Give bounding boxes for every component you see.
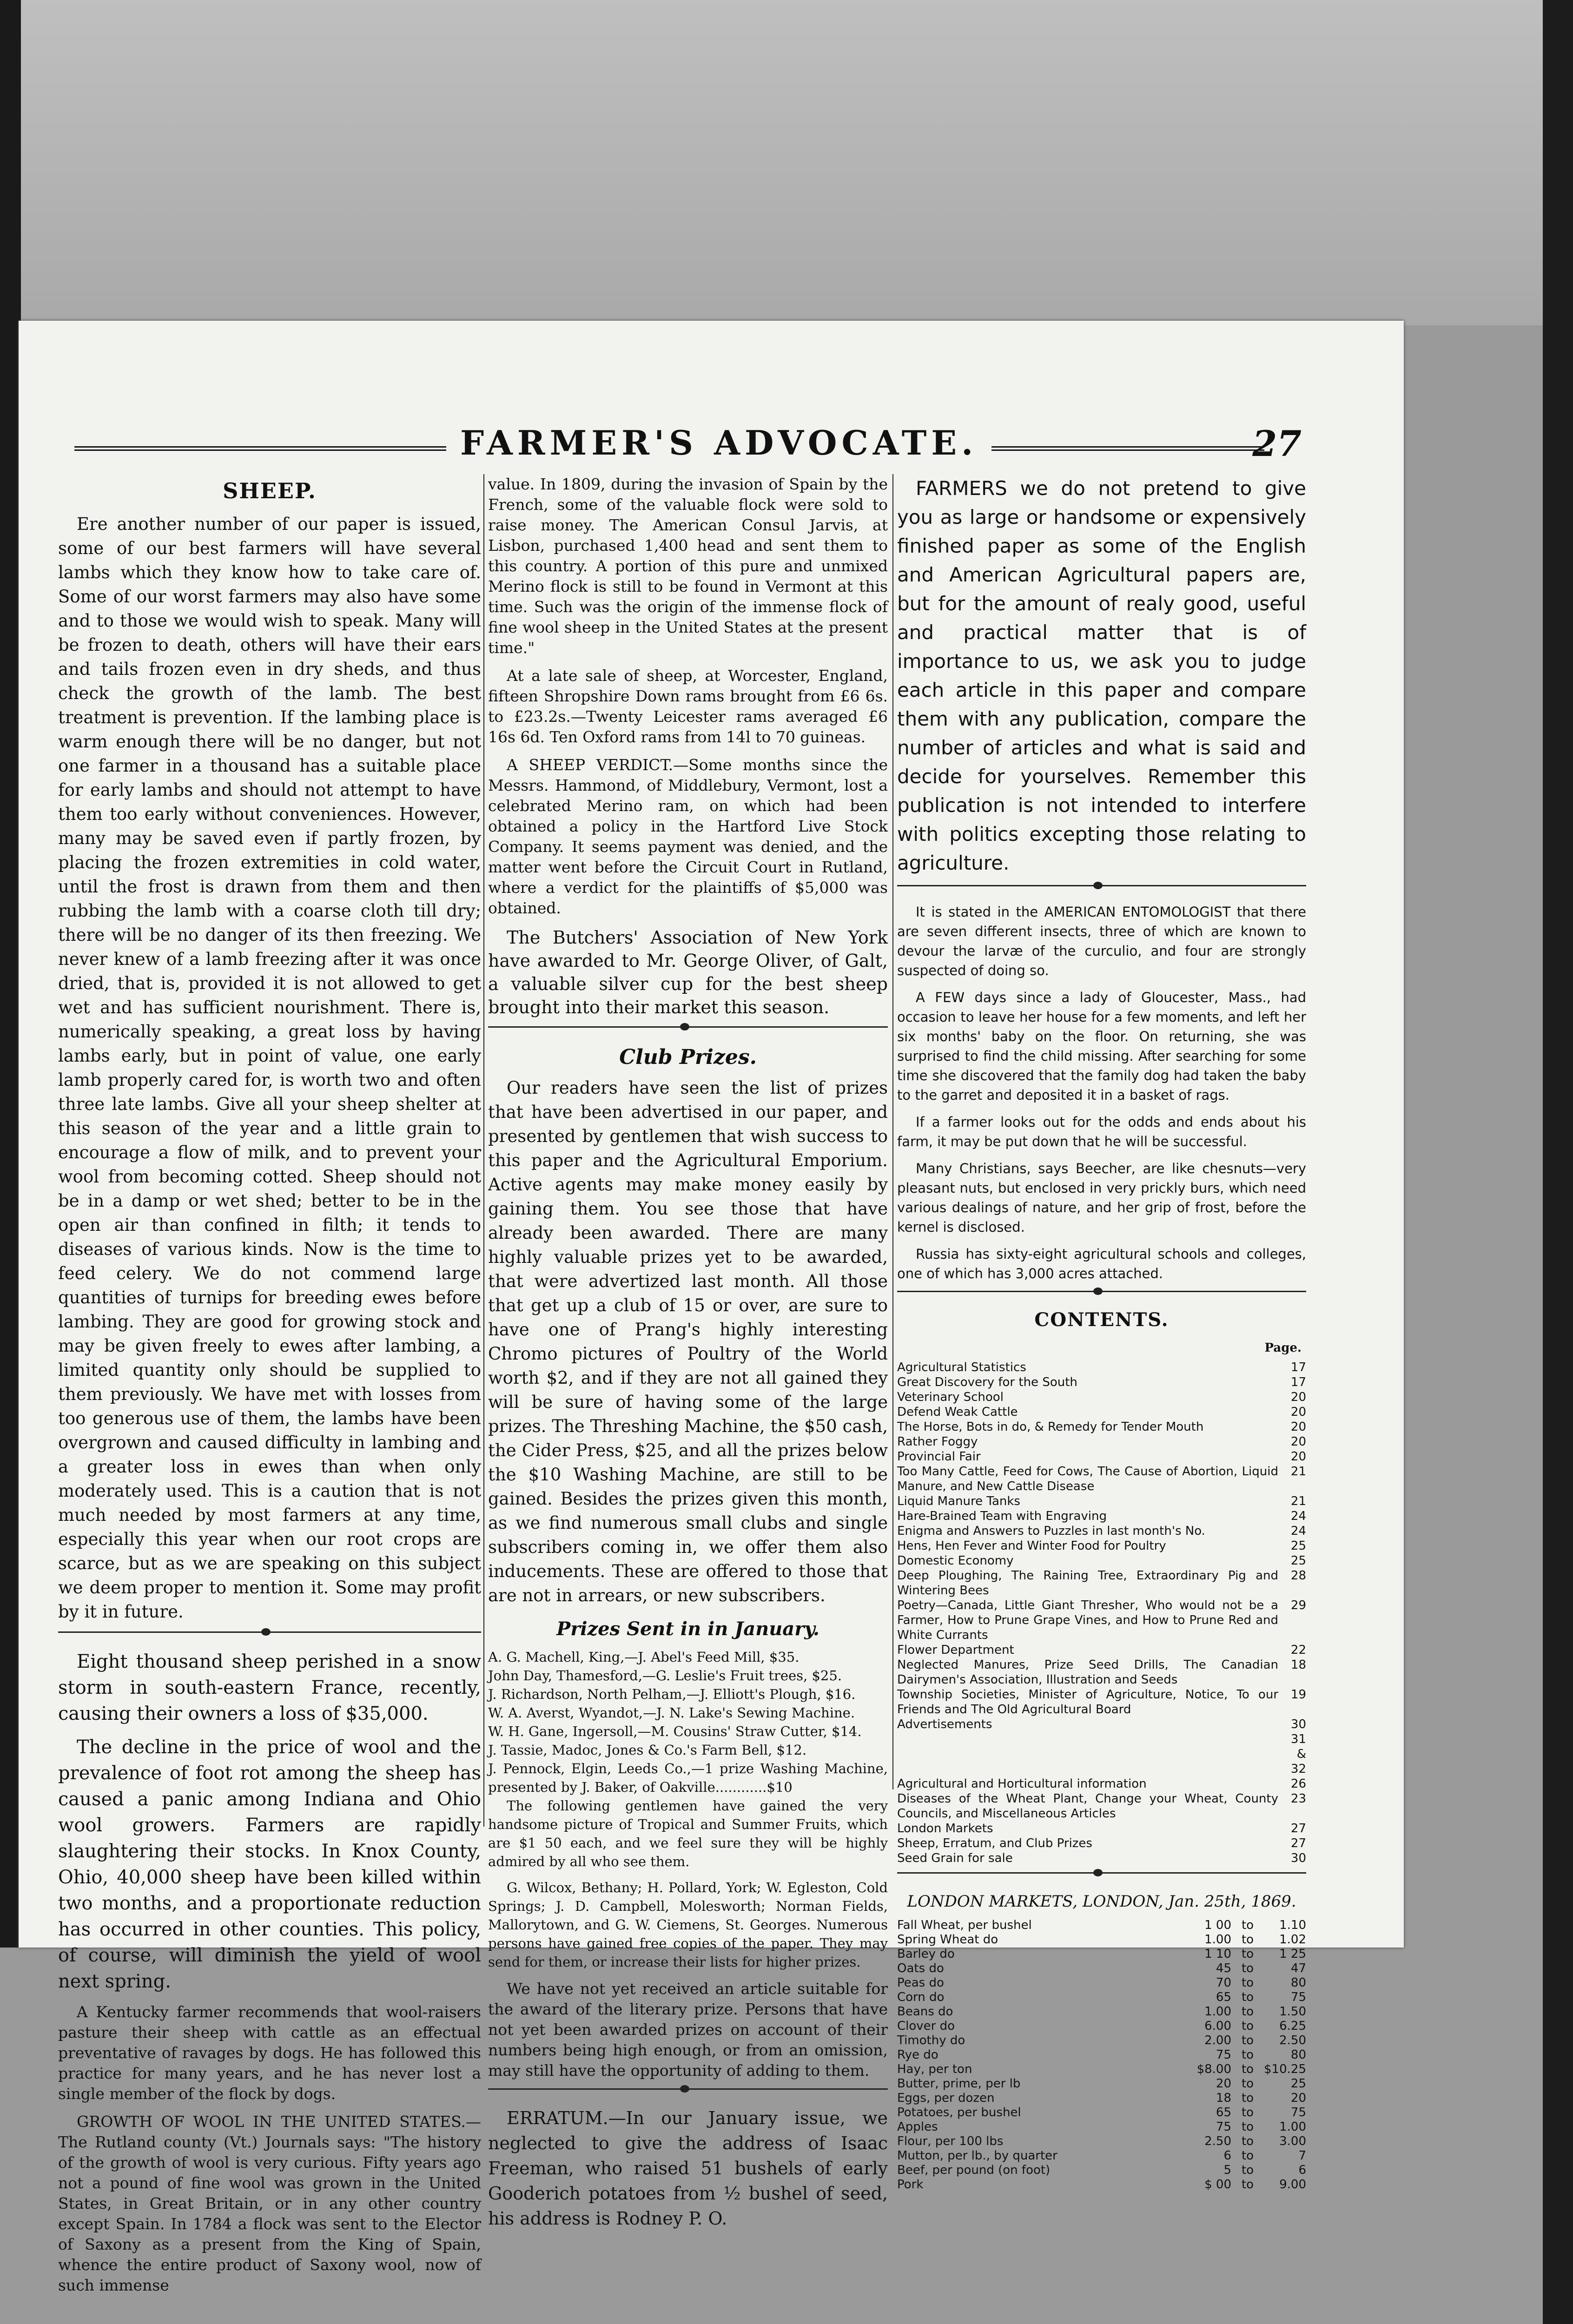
table-row: [897, 2019, 1306, 2034]
news-items: [897, 902, 1306, 1283]
table-row: [897, 1494, 1306, 1509]
prizes-note: The following gentlemen have gained the very handsome picture of Tropical and Summer Fruits, which are $1 50 each, and we feel sure they will be highly admired by all who see them.: [488, 1798, 888, 1869]
table-row: [897, 2120, 1306, 2134]
market-item: Timothy do: [897, 2034, 965, 2047]
market-to: to: [1241, 1990, 1254, 2004]
market-lo: 6.00: [1204, 2019, 1232, 2033]
news-item: It is stated in the AMERICAN ENTOMOLOGIST that there are seven different insects, three of which are known to devour the larvæ of the curculio, and four are strongly suspected of doing so.: [897, 904, 1306, 978]
table-row: [897, 1449, 1306, 1464]
market-item: Flour, per 100 lbs: [897, 2134, 1004, 2148]
market-lo: 1 10: [1204, 1947, 1232, 1961]
contents-title: Provincial Fair: [897, 1450, 981, 1464]
market-to: to: [1241, 1961, 1254, 1975]
contents-page: 23: [1290, 1792, 1306, 1806]
ornamental-rule: [897, 885, 1306, 896]
table-row: [897, 1791, 1306, 1821]
masthead: [74, 423, 1302, 465]
market-to: to: [1241, 2062, 1254, 2076]
table-row: [897, 1598, 1306, 1643]
market-hi: 1.02: [1279, 1933, 1306, 1947]
market-hi: 9.00: [1279, 2178, 1306, 2192]
market-hi: 2.50: [1279, 2034, 1306, 2047]
france-note: Eight thousand sheep perished in a snow storm in south-eastern France, recently, causing their owners a loss of $35,000.: [58, 1651, 481, 1724]
markets-heading: LONDON MARKETS, LONDON, Jan. 25th, 1869.: [907, 1892, 1296, 1911]
contents-page: 24: [1290, 1524, 1306, 1538]
news-item: If a farmer looks out for the odds and ends about his farm, it may be put down that he will be successful.: [897, 1114, 1306, 1149]
market-item: Fall Wheat, per bushel: [897, 1918, 1032, 1932]
market-to: to: [1241, 2019, 1254, 2033]
market-item: Clover do: [897, 2019, 955, 2033]
market-lo: 2.50: [1204, 2134, 1232, 2148]
table-row: [897, 2048, 1306, 2062]
contents-page: 20: [1290, 1390, 1306, 1404]
sheep-article: Ere another number of our paper is issued, some of our best farmers will have several lambs which they know how to take care of. Some of our worst farmers may also have some and to those we would wish to speak. Many will be frozen to death, others will have their ears and tails frozen even in dry sheds, and thus check the growth of the lamb. The best treatment is prevention. If the lambing place is warm enough there will be no danger, but not one farmer in a thousand has a suitable place for early lambs and should not attempt to have them too early without conveniences. However, many may be saved even if partly frozen, by placing the frozen extremities in cold water, until the frost is drawn from them and then rubbing the lamb with a coarse cloth till dry; there will be no danger of its then freezing. We never knew of a lamb freezing after it was once dried, that is, provided it is not allowed to get wet and has sufficient nourishment. There is, numerically speaking, a great loss by having lambs early, but in point of value, one early lamb properly cared for, is worth two and often three late lambs. Give all your sheep shelter at this season of the year and a little grain to encourage a flow of milk, and to prevent your wool from becoming cotted. Sheep should not be in a damp or wet shed; better to be in the open air than confined in filth; it tends to diseases of various kinds. Now is the time to feed celery. We do not commend large quantities of turnips for breeding ewes before lambing. They are good for growing stock and may be given freely to ewes after lambing, a limited quantity only should be supplied to them previously. We have met with losses from too generous use of them, the lambs have been overgrown and caused difficulty in lambing and a greater loss in ewes than when only moderately used. This is a caution that is not much needed by most farmers at any time, especially this year when our root crops are scarce, but as we are speaking on this subject we deem proper to mention it. Some may profit by it in future.: [58, 514, 481, 1622]
table-row: [897, 2134, 1306, 2149]
market-hi: 1.10: [1279, 1918, 1306, 1932]
table-row: [897, 1947, 1306, 1961]
club-prizes-heading: Club Prizes.: [619, 1045, 757, 1069]
markets-table: [897, 1918, 1306, 2192]
table-row: [897, 1776, 1306, 1791]
market-hi: 25: [1290, 2077, 1306, 2091]
contents-title: Rather Foggy: [897, 1435, 978, 1449]
contents-page: 20: [1290, 1420, 1306, 1434]
table-row: [897, 1933, 1306, 1947]
farmers-notice: FARMERS we do not pretend to give you as large or handsome or expensively finished paper as some of the English and American Agricultural papers are, but for the amount of realy good, useful and practical matter that is of importance to us, we ask you to judge each article in this paper and compare them with any publication, compare the number of articles and what is said and decide for yourselves. Remember this publication is not intended to interfere with politics excepting those relating to agriculture.: [897, 477, 1306, 874]
table-row: [897, 1405, 1306, 1419]
news-item: Many Christians, says Beecher, are like chesnuts—very pleasant nuts, but enclosed in very prickly burs, which need various dealings of nature, and her grip of frost, before the kernel is disclosed.: [897, 1161, 1306, 1235]
contents-table: [897, 1360, 1306, 1866]
table-row: [897, 1687, 1306, 1717]
market-lo: 6: [1223, 2149, 1232, 2163]
market-lo: $ 00: [1204, 2178, 1232, 2192]
market-lo: 65: [1216, 2106, 1232, 2119]
market-to: to: [1241, 1976, 1254, 1990]
contents-page: 26: [1290, 1777, 1306, 1791]
market-to: to: [1241, 2091, 1254, 2105]
market-item: Mutton, per lb., by quarter: [897, 2149, 1057, 2163]
market-to: to: [1241, 2106, 1254, 2119]
market-item: Beans do: [897, 2005, 953, 2019]
table-row: [897, 1717, 1306, 1776]
market-item: Barley do: [897, 1947, 955, 1961]
contents-title: London Markets: [897, 1822, 993, 1835]
table-row: [897, 2091, 1306, 2106]
contents-page: 30: [1290, 1851, 1306, 1865]
contents-page: 18: [1290, 1658, 1306, 1672]
contents-title: The Horse, Bots in do, & Remedy for Tender Mouth: [897, 1420, 1204, 1434]
contents-title: Hens, Hen Fever and Winter Food for Poultry: [897, 1539, 1166, 1553]
page-number: 27: [1252, 423, 1302, 464]
list-item: W. A. Averst, Wyandot,—J. N. Lake's Sewing Machine.: [488, 1705, 855, 1721]
contents-page: 20: [1290, 1450, 1306, 1464]
market-hi: 3.00: [1279, 2134, 1306, 2148]
market-item: Potatoes, per bushel: [897, 2106, 1021, 2119]
table-row: [897, 1568, 1306, 1598]
ornamental-rule: [488, 1026, 888, 1037]
wool-growth-heading: GROWTH OF WOOL IN THE UNITED STATES.—: [77, 2113, 481, 2131]
market-lo: 75: [1216, 2048, 1232, 2062]
table-row: [897, 1961, 1306, 1976]
erratum: ERRATUM.—In our January issue, we neglected to give the address of Isaac Freeman, who raised 51 bushels of early Gooderich potatoes from ½ bushel of seed, his address is Rodney P. O.: [488, 2108, 888, 2229]
market-hi: 75: [1290, 2106, 1306, 2119]
contents-page: 25: [1290, 1539, 1306, 1553]
market-to: to: [1241, 2134, 1254, 2148]
literary-prize-note: We have not yet received an article suitable for the award of the literary prize. Persons that have not yet been awarded prizes on account of their numbers being high enough, or from an omission, may still have the opportunity of adding to them.: [488, 1980, 888, 2080]
column-1: [58, 474, 481, 2303]
sheep-heading: SHEEP.: [223, 478, 317, 503]
contents-title: Seed Grain for sale: [897, 1851, 1013, 1865]
market-lo: 18: [1216, 2091, 1232, 2105]
contents-title: Liquid Manure Tanks: [897, 1494, 1020, 1508]
market-hi: 80: [1290, 2048, 1306, 2062]
table-row: [897, 1918, 1306, 1933]
market-item: Beef, per pound (on foot): [897, 2163, 1051, 2177]
table-row: [897, 2178, 1306, 2192]
contents-title: Enigma and Answers to Puzzles in last month's No.: [897, 1524, 1205, 1538]
table-row: [897, 1821, 1306, 1836]
wool-growth-article: [58, 2112, 481, 2296]
market-hi: 80: [1290, 1976, 1306, 1990]
wool-growth-continued: value. In 1809, during the invasion of Spain by the French, some of the valuable flock were sold to raise money. The American Consul Jarvis, at Lisbon, purchased 1,400 head and sent them to this country. A portion of this pure and unmixed Merino flock is still to be found in Vermont at this time. Such was the origin of the immense flock of fine wool sheep in the United States at the present time.": [488, 475, 888, 657]
contents-page: 21: [1290, 1465, 1306, 1479]
ornamental-rule: [897, 1291, 1306, 1301]
list-item: J. Richardson, North Pelham,—J. Elliott's Plough, $16.: [488, 1686, 856, 1702]
market-to: to: [1241, 2178, 1254, 2192]
contents-title: Agricultural Statistics: [897, 1360, 1026, 1374]
market-item: Corn do: [897, 1990, 945, 2004]
table-row: [897, 1390, 1306, 1405]
market-to: to: [1241, 2048, 1254, 2062]
contents-page: 29: [1290, 1598, 1306, 1612]
scan-background-top: [0, 0, 1573, 325]
contents-title: Domestic Economy: [897, 1554, 1014, 1568]
market-item: Hay, per ton: [897, 2062, 972, 2076]
contents-page: 21: [1290, 1494, 1306, 1508]
column-rule: [892, 474, 893, 1789]
ornamental-rule: [58, 1631, 481, 1642]
contents-page: 17: [1290, 1375, 1306, 1389]
table-row: [897, 2149, 1306, 2163]
club-prizes-text: Our readers have seen the list of prizes that have been advertised in our paper, and presented by gentlemen that wish success to this paper and the Agricultural Emporium. Active agents may make money easily by gaining them. You see those that have already been awarded. There are many highly valuable prizes yet to be awarded, that were advertized last month. All those that get up a club of 15 or over, are sure to have one of Prang's highly interesting Chromo pictures of Poultry of the World worth $2, and if they are not all gained they will be sure of having some of the large prizes. The Threshing Machine, the $50 cash, the Cider Press, $25, and all the prizes below the $10 Washing Machine, are still to be gained. Besides the prizes given this month, as we find numerous small clubs and single subscribers coming in, we offer them also inducements. These are offered to those that are not in arrears, or new subscribers.: [488, 1078, 888, 1605]
market-hi: $10.25: [1264, 2062, 1306, 2076]
market-item: Rye do: [897, 2048, 939, 2062]
market-item: Butter, prime, per lb: [897, 2077, 1021, 2091]
list-item: J. Tassie, Madoc, Jones & Co.'s Farm Bell, $12.: [488, 1742, 807, 1758]
market-lo: 5: [1223, 2163, 1232, 2177]
column-2: [488, 474, 888, 2238]
market-lo: 1.00: [1204, 2005, 1232, 2019]
market-to: to: [1241, 1947, 1254, 1961]
list-item: W. H. Gane, Ingersoll,—M. Cousins' Straw Cutter, $14.: [488, 1723, 862, 1739]
contents-page: 20: [1290, 1435, 1306, 1449]
market-lo: 65: [1216, 1990, 1232, 2004]
market-to: to: [1241, 2120, 1254, 2134]
market-item: Pork: [897, 2178, 924, 2192]
contents-title: Township Societies, Minister of Agriculture, Notice, To our Friends and The Old Agricultural Board: [897, 1688, 1278, 1717]
news-item: Russia has sixty-eight agricultural schools and colleges, one of which has 3,000 acres attached.: [897, 1246, 1306, 1281]
market-lo: 1 00: [1204, 1918, 1232, 1932]
market-lo: $8.00: [1196, 2062, 1232, 2076]
table-row: [897, 2077, 1306, 2091]
scan-edge-right: [1543, 0, 1573, 2324]
prizes-names: G. Wilcox, Bethany; H. Pollard, York; W. Egleston, Cold Springs; J. D. Campbell, Molesworth; Norman Fields, Mallorytown, and G. W. Ciemens, St. Georges. Numerous persons have gained free copies of the paper. They may send for them, or increase their lists for higher prizes.: [488, 1880, 888, 1970]
contents-title: Flower Department: [897, 1643, 1014, 1657]
sheep-verdict: A SHEEP VERDICT.—Some months since the Messrs. Hammond, of Middlebury, Vermont, lost a celebrated Merino ram, on which had been obtained a policy in the Hartford Live Stock Company. It seems payment was denied, and the matter went before the Circuit Court in Rutland, where a verdict for the plaintiffs of $5,000 was obtained.: [488, 756, 888, 917]
market-to: to: [1241, 2149, 1254, 2163]
contents-title: Defend Weak Cattle: [897, 1405, 1018, 1419]
market-hi: 6.25: [1279, 2019, 1306, 2033]
market-hi: 1.00: [1279, 2120, 1306, 2134]
kentucky-note: A Kentucky farmer recommends that wool-raisers pasture their sheep with cattle as an effectual preventative of ravages by dogs. He has followed this practice for many years, and he has never lost a single member of the flock by dogs.: [58, 2003, 481, 2103]
table-row: [897, 1464, 1306, 1494]
contents-title: Hare-Brained Team with Engraving: [897, 1509, 1107, 1523]
table-row: [897, 1538, 1306, 1553]
prizes-sent-heading: Prizes Sent in in January.: [556, 1618, 820, 1640]
contents-page: 28: [1290, 1569, 1306, 1583]
column-3: [897, 474, 1306, 2192]
contents-page: 30 31 & 32: [1290, 1717, 1306, 1776]
contents-title: Agricultural and Horticultural information: [897, 1777, 1147, 1791]
market-item: Spring Wheat do: [897, 1933, 998, 1947]
table-row: [897, 1836, 1306, 1851]
contents-page: 24: [1290, 1509, 1306, 1523]
table-row: [897, 1553, 1306, 1568]
table-row: [897, 1851, 1306, 1866]
wool-decline-article: The decline in the price of wool and the prevalence of foot rot among the sheep has caused a panic among Indiana and Ohio wool growers. Farmers are rapidly slaughtering their stocks. In Knox County, Ohio, 40,000 sheep have been killed within two months, and a proportionate reduction has occurred in other counties. This policy, of course, will diminish the yield of wool next spring.: [58, 1736, 481, 1992]
masthead-title: FARMER'S ADVOCATE.: [446, 423, 991, 462]
market-to: to: [1241, 1918, 1254, 1932]
market-to: to: [1241, 2163, 1254, 2177]
market-lo: 70: [1216, 1976, 1232, 1990]
table-row: [897, 1419, 1306, 1434]
contents-title: Great Discovery for the South: [897, 1375, 1077, 1389]
market-lo: 1.00: [1204, 1933, 1232, 1947]
list-item: J. Pennock, Elgin, Leeds Co.,—1 prize Washing Machine, presented by J. Baker, of Oakville............$10: [488, 1761, 888, 1795]
table-row: [897, 2034, 1306, 2048]
contents-title: Poetry—Canada, Little Giant Thresher, Who would not be a Farmer, How to Prune Grape Vines, and How to Prune Red and White Currants: [897, 1598, 1278, 1642]
contents-title: Too Many Cattle, Feed for Cows, The Cause of Abortion, Liquid Manure, and New Cattle Disease: [897, 1465, 1278, 1493]
table-row: [897, 1976, 1306, 1990]
contents-title: Diseases of the Wheat Plant, Change your Wheat, County Councils, and Miscellaneous Articles: [897, 1792, 1278, 1821]
table-row: [897, 2163, 1306, 2178]
prizes-list: [488, 1648, 888, 1796]
list-item: A. G. Machell, King,—J. Abel's Feed Mill, $35.: [488, 1649, 800, 1665]
market-to: to: [1241, 2005, 1254, 2019]
page-column-label: Page.: [1264, 1341, 1302, 1355]
newspaper-page: [19, 321, 1404, 2294]
market-hi: 1 25: [1279, 1947, 1306, 1961]
table-row: [897, 2005, 1306, 2019]
column-rule: [483, 474, 484, 1827]
table-row: [897, 1360, 1306, 1375]
contents-heading: CONTENTS.: [1034, 1309, 1169, 1331]
ornamental-rule: [488, 2088, 888, 2099]
market-lo: 20: [1216, 2077, 1232, 2091]
table-row: [897, 1375, 1306, 1390]
news-item: A FEW days since a lady of Gloucester, Mass., had occasion to leave her house for a few moments, and left her six months' baby on the floor. On returning, she was surprised to find the child missing. After searching for some time she discovered that the family dog had taken the baby to the garret and deposited it in a basket of rags.: [897, 990, 1306, 1103]
contents-page: 19: [1290, 1688, 1306, 1702]
market-to: to: [1241, 2034, 1254, 2047]
contents-page: 27: [1290, 1836, 1306, 1850]
market-lo: 2.00: [1204, 2034, 1232, 2047]
table-row: [897, 2062, 1306, 2077]
contents-page: 20: [1290, 1405, 1306, 1419]
market-hi: 6: [1298, 2163, 1306, 2177]
table-row: [897, 2106, 1306, 2120]
contents-page: 27: [1290, 1822, 1306, 1835]
market-item: Oats do: [897, 1961, 944, 1975]
contents-title: Neglected Manures, Prize Seed Drills, The Canadian Dairymen's Association, Illustration and Seeds: [897, 1658, 1278, 1687]
market-hi: 7: [1298, 2149, 1306, 2163]
table-row: [897, 1434, 1306, 1449]
table-row: [897, 1657, 1306, 1687]
market-to: to: [1241, 1933, 1254, 1947]
worcester-sale: At a late sale of sheep, at Worcester, England, fifteen Shropshire Down rams brought from £6 6s. to £23.2s.—Twenty Leicester rams averaged £6 16s 6d. Ten Oxford rams from 14l to 70 guineas.: [488, 667, 888, 746]
contents-title: Sheep, Erratum, and Club Prizes: [897, 1836, 1092, 1850]
table-row: [897, 1990, 1306, 2005]
contents-page: 25: [1290, 1554, 1306, 1568]
market-lo: 75: [1216, 2120, 1232, 2134]
contents-title: Veterinary School: [897, 1390, 1004, 1404]
contents-title: Deep Ploughing, The Raining Tree, Extraordinary Pig and Wintering Bees: [897, 1569, 1278, 1598]
contents-page: 22: [1290, 1643, 1306, 1657]
table-row: [897, 1643, 1306, 1657]
ornamental-rule: [897, 1872, 1306, 1883]
list-item: John Day, Thamesford,—G. Leslie's Fruit trees, $25.: [488, 1668, 842, 1684]
market-item: Apples: [897, 2120, 938, 2134]
market-hi: 75: [1290, 1990, 1306, 2004]
contents-page: 17: [1290, 1360, 1306, 1374]
market-item: Eggs, per dozen: [897, 2091, 995, 2105]
wool-growth-text: The Rutland county (Vt.) Journals says: "The history of the growth of wool is very curious. Fifty years ago not a pound of fine wool was grown in the United States, in Great Britain, or in any other country except Spain. In 1784 a flock was sent to the Elector of Saxony as a present from the King of Spain, whence the entire product of Saxony wool, now of such immense: [58, 2133, 481, 2294]
market-hi: 1.50: [1279, 2005, 1306, 2019]
market-item: Peas do: [897, 1976, 944, 1990]
contents-title: Advertisements: [897, 1717, 992, 1731]
market-hi: 20: [1290, 2091, 1306, 2105]
market-hi: 47: [1290, 1961, 1306, 1975]
butchers-association: The Butchers' Association of New York have awarded to Mr. George Oliver, of Galt, a valuable silver cup for the best sheep brought into their market this season.: [488, 927, 888, 1017]
table-row: [897, 1524, 1306, 1538]
table-row: [897, 1509, 1306, 1524]
market-to: to: [1241, 2077, 1254, 2091]
market-lo: 45: [1216, 1961, 1232, 1975]
